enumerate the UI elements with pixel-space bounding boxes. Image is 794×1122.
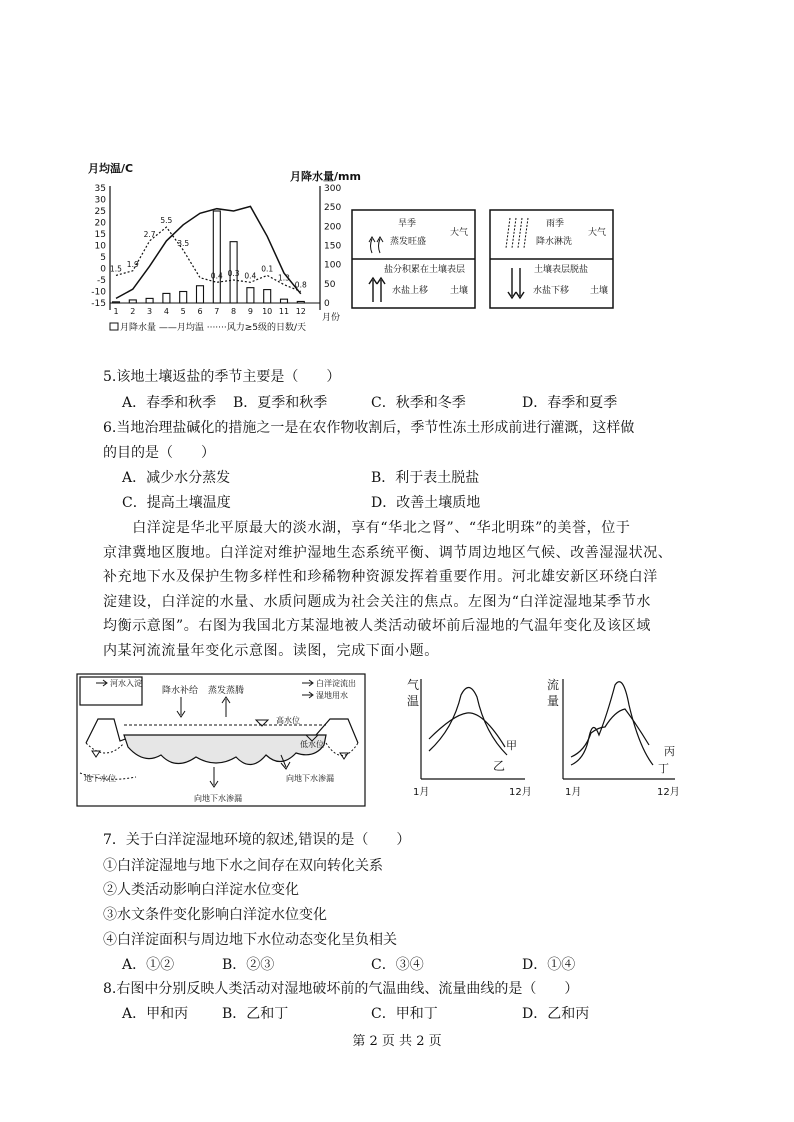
label-jia: 甲 [506,739,517,752]
temperature-chart [405,675,540,800]
left-tick-label: 20 [94,218,106,229]
right-axis-title: 月降水量/mm [290,170,361,183]
month-tick-label: 4 [163,307,169,316]
wind-labels [110,216,307,289]
month-tick-label: 11 [278,307,290,316]
wind-value-label: 1.9 [126,259,139,269]
evaporation-label: 蒸发蒸腾 [208,686,245,696]
month-tick-label: 9 [247,307,253,316]
right-tick-label: 200 [324,222,342,233]
dry-process-label: 蒸发旺盛 [390,237,427,247]
precip-bar [163,293,170,303]
water-balance-diagram [76,673,368,808]
flow-x-start: 1月 [565,787,582,798]
passage-line: 京津冀地区腹地。白洋淀对维护湿地生态系统平衡、调节周边地区气候、改善湿湿状况、 [103,544,673,561]
precip-bar [113,302,120,303]
page-footer: 第 2 页 共 2 页 [352,1034,442,1049]
q8-option-b[interactable]: B．乙和丁 [222,1006,289,1022]
q7-statement-4: ④白洋淀面积与周边地下水位动态变化呈负相关 [103,932,397,948]
left-tick-label: 15 [94,230,106,240]
seep-bottom-label: 向地下水渗漏 [194,794,242,803]
left-tick-label: 35 [94,184,106,194]
climate-chart [80,158,361,338]
label-yi: 乙 [493,759,506,773]
flow-ylabel-1: 流 [547,678,560,692]
wind-value-label: 0.8 [294,280,307,290]
month-unit: 月份 [322,313,341,323]
flow-chart [545,675,690,800]
dry-salt-label: 盐分积累在土壤表层 [384,265,466,275]
evap-arrow-icon [222,697,230,717]
wind-value-label: 0.1 [261,264,274,274]
month-tick-label: 2 [130,307,136,316]
passage-line: 均衡示意图”。右图为我国北方某湿地被人类活动破坏前后湿地的气温年变化及该区域 [103,618,651,634]
month-tick-label: 5 [180,307,186,316]
q5-option-a[interactable]: A．春季和秋季 [122,395,217,411]
question-5-stem: 5.该地土壤返盐的季节主要是（ ） [103,369,341,385]
q7-option-c[interactable]: C．③④ [371,957,424,973]
wind-value-label: 5.5 [160,216,173,226]
q8-option-a[interactable]: A．甲和丙 [122,1006,189,1022]
downward-arrows-icon [508,268,524,298]
legend-bar-swatch [110,323,118,330]
right-tick-label: 0 [324,299,330,309]
month-tick-label: 12 [295,307,306,316]
chart-legend: 月降水量 ——月均温 ·······风力≥5级的日数/天 [120,323,307,333]
right-tick-label: 250 [324,203,342,214]
precip-bar [213,211,220,303]
month-tick-label: 1 [113,307,119,316]
question-8-stem: 8.右图中分别反映人类活动对湿地破坏前的气温曲线、流量曲线的是（ ） [103,981,579,997]
legend-lake-out: 白洋淀流出 [316,679,356,688]
rain-arrow-icon [177,697,185,717]
right-tick-label: 150 [324,241,342,252]
right-ticks [324,184,341,309]
q7-option-d[interactable]: D．①④ [522,957,576,973]
upward-arrows-icon [369,278,385,302]
q5-option-d[interactable]: D．春季和夏季 [522,395,618,411]
wet-soil-label: 土壤 [590,286,609,296]
wet-salt-label: 土壤表层脱盐 [534,265,589,275]
flow-x-end: 12月 [657,787,680,798]
right-tick-label: 300 [324,184,342,194]
q7-statement-3: ③水文条件变化影响白洋淀水位变化 [103,907,327,923]
temp-ylabel-2: 温 [407,694,420,708]
wind-value-label: 2.7 [143,229,156,239]
high-water-label: 高水位 [276,716,300,725]
q7-statement-1: ①白洋淀湿地与地下水之间存在双向转化关系 [103,858,383,874]
left-tick-label: 30 [94,195,106,206]
wind-value-label: 1.5 [110,264,122,274]
left-tick-label: -10 [91,287,106,298]
question-7-stem: 7．关于白洋淀湿地环境的叙述,错误的是（ ） [103,832,411,848]
precip-bars [113,211,305,303]
left-ticks [91,184,106,309]
precip-bar [129,300,136,303]
q8-option-c[interactable]: C．甲和丁 [371,1006,438,1022]
q7-option-a[interactable]: A．①② [122,957,175,973]
legend-wetland-use: 湿地用水 [316,691,348,700]
left-tick-label: 10 [94,241,106,252]
precip-bar [197,286,204,303]
seep-down-arrow-icon [210,767,218,787]
q5-option-b[interactable]: B．夏季和秋季 [233,395,328,411]
q7-option-b[interactable]: B．②③ [222,957,275,973]
month-tick-label: 3 [147,307,153,316]
right-tick-label: 50 [324,279,336,290]
passage-line: 补充地下水及保护生物多样性和珍稀物种资源发挥着重要作用。河北雄安新区环绕白洋 [103,569,658,585]
left-tick-label: 0 [100,264,106,275]
question-6-stem-line1: 6.当地治理盐碱化的措施之一是在农作物收割后，季节性冻土形成前进行灌溉，这样做 [103,420,635,436]
dry-water-label: 水盐上移 [392,286,429,296]
lake-body [124,735,326,765]
question-6-stem-line2: 的目的是（ ） [103,445,215,461]
month-tick-label: 7 [214,307,220,316]
wet-water-label: 水盐下移 [533,286,570,296]
wind-value-label: 3.5 [177,239,190,249]
q6-option-c[interactable]: C．提高土壤温度 [122,495,231,511]
wind-value-label: 1.3 [278,273,290,283]
q6-option-b[interactable]: B．利于表土脱盐 [371,470,480,486]
q8-option-d[interactable]: D．乙和丙 [522,1006,590,1022]
label-bing: 丙 [664,745,675,758]
soil-salt-diagram [350,208,620,313]
rain-arrows-icon [506,218,528,248]
wind-value-label: 0.4 [210,271,223,281]
left-tick-label: 5 [100,253,106,263]
wind-value-label: 0.4 [244,271,257,281]
passage-line: 内某河流流量年变化示意图。读图，完成下面小题。 [103,642,439,659]
precip-bar [264,290,271,303]
temp-x-start: 1月 [413,787,430,798]
wet-season-label: 雨季 [546,219,565,229]
month-tick-label: 6 [197,307,203,316]
precip-bar [146,298,153,303]
precip-bar [180,292,187,304]
left-tick-label: -15 [91,299,106,309]
month-tick-label: 10 [262,307,273,316]
precip-bar [281,299,288,303]
passage-line: 淀建设，白洋淀的水量、水质问题成为社会关注的焦点。左图为“白洋淀湿地某季节水 [103,593,651,610]
temp-ylabel-1: 气 [407,678,420,692]
low-water-label: 低水位 [300,740,324,749]
seep-right-label: 向地下水渗漏 [286,774,334,783]
flow-ylabel-2: 量 [547,694,560,708]
curve-jia [429,713,505,747]
curve-yi [429,687,507,755]
precip-bar [297,301,304,303]
right-tick-label: 100 [324,260,342,271]
dry-soil-label: 土壤 [450,286,469,296]
q5-option-c[interactable]: C．秋季和冬季 [371,395,466,411]
q7-statement-2: ②人类活动影响白洋淀水位变化 [103,882,299,898]
temperature-line [116,206,301,298]
left-axis-title: 月均温/C [88,162,134,175]
wet-process-label: 降水淋洗 [536,237,573,247]
wet-atmos-label: 大气 [588,228,607,238]
left-tick-label: -5 [97,276,106,286]
temp-x-end: 12月 [509,787,532,798]
left-tick-label: 25 [94,207,106,217]
label-ding: 丁 [658,762,669,775]
groundwater-label: 地下水位 [84,774,116,783]
month-ticks [113,307,305,316]
rain-supply-label: 降水补给 [162,686,199,696]
curve-ding [571,682,653,765]
reading-passage [103,516,688,663]
passage-line: 白洋淀是华北平原最大的淡水湖，享有“华北之肾”、“华北明珠”的美誉，位于 [103,520,631,536]
month-tick-label: 8 [231,307,237,316]
legend-river-in: 河水入淀 [110,679,142,688]
dry-atmos-label: 大气 [450,228,469,238]
dry-season-label: 旱季 [398,219,417,229]
evaporation-arrows-icon [369,237,383,253]
wind-value-label: 0.3 [227,269,240,278]
q6-option-a[interactable]: A．减少水分蒸发 [122,470,231,486]
precip-bar [247,288,254,303]
q6-option-d[interactable]: D．改善土壤质地 [371,495,481,511]
